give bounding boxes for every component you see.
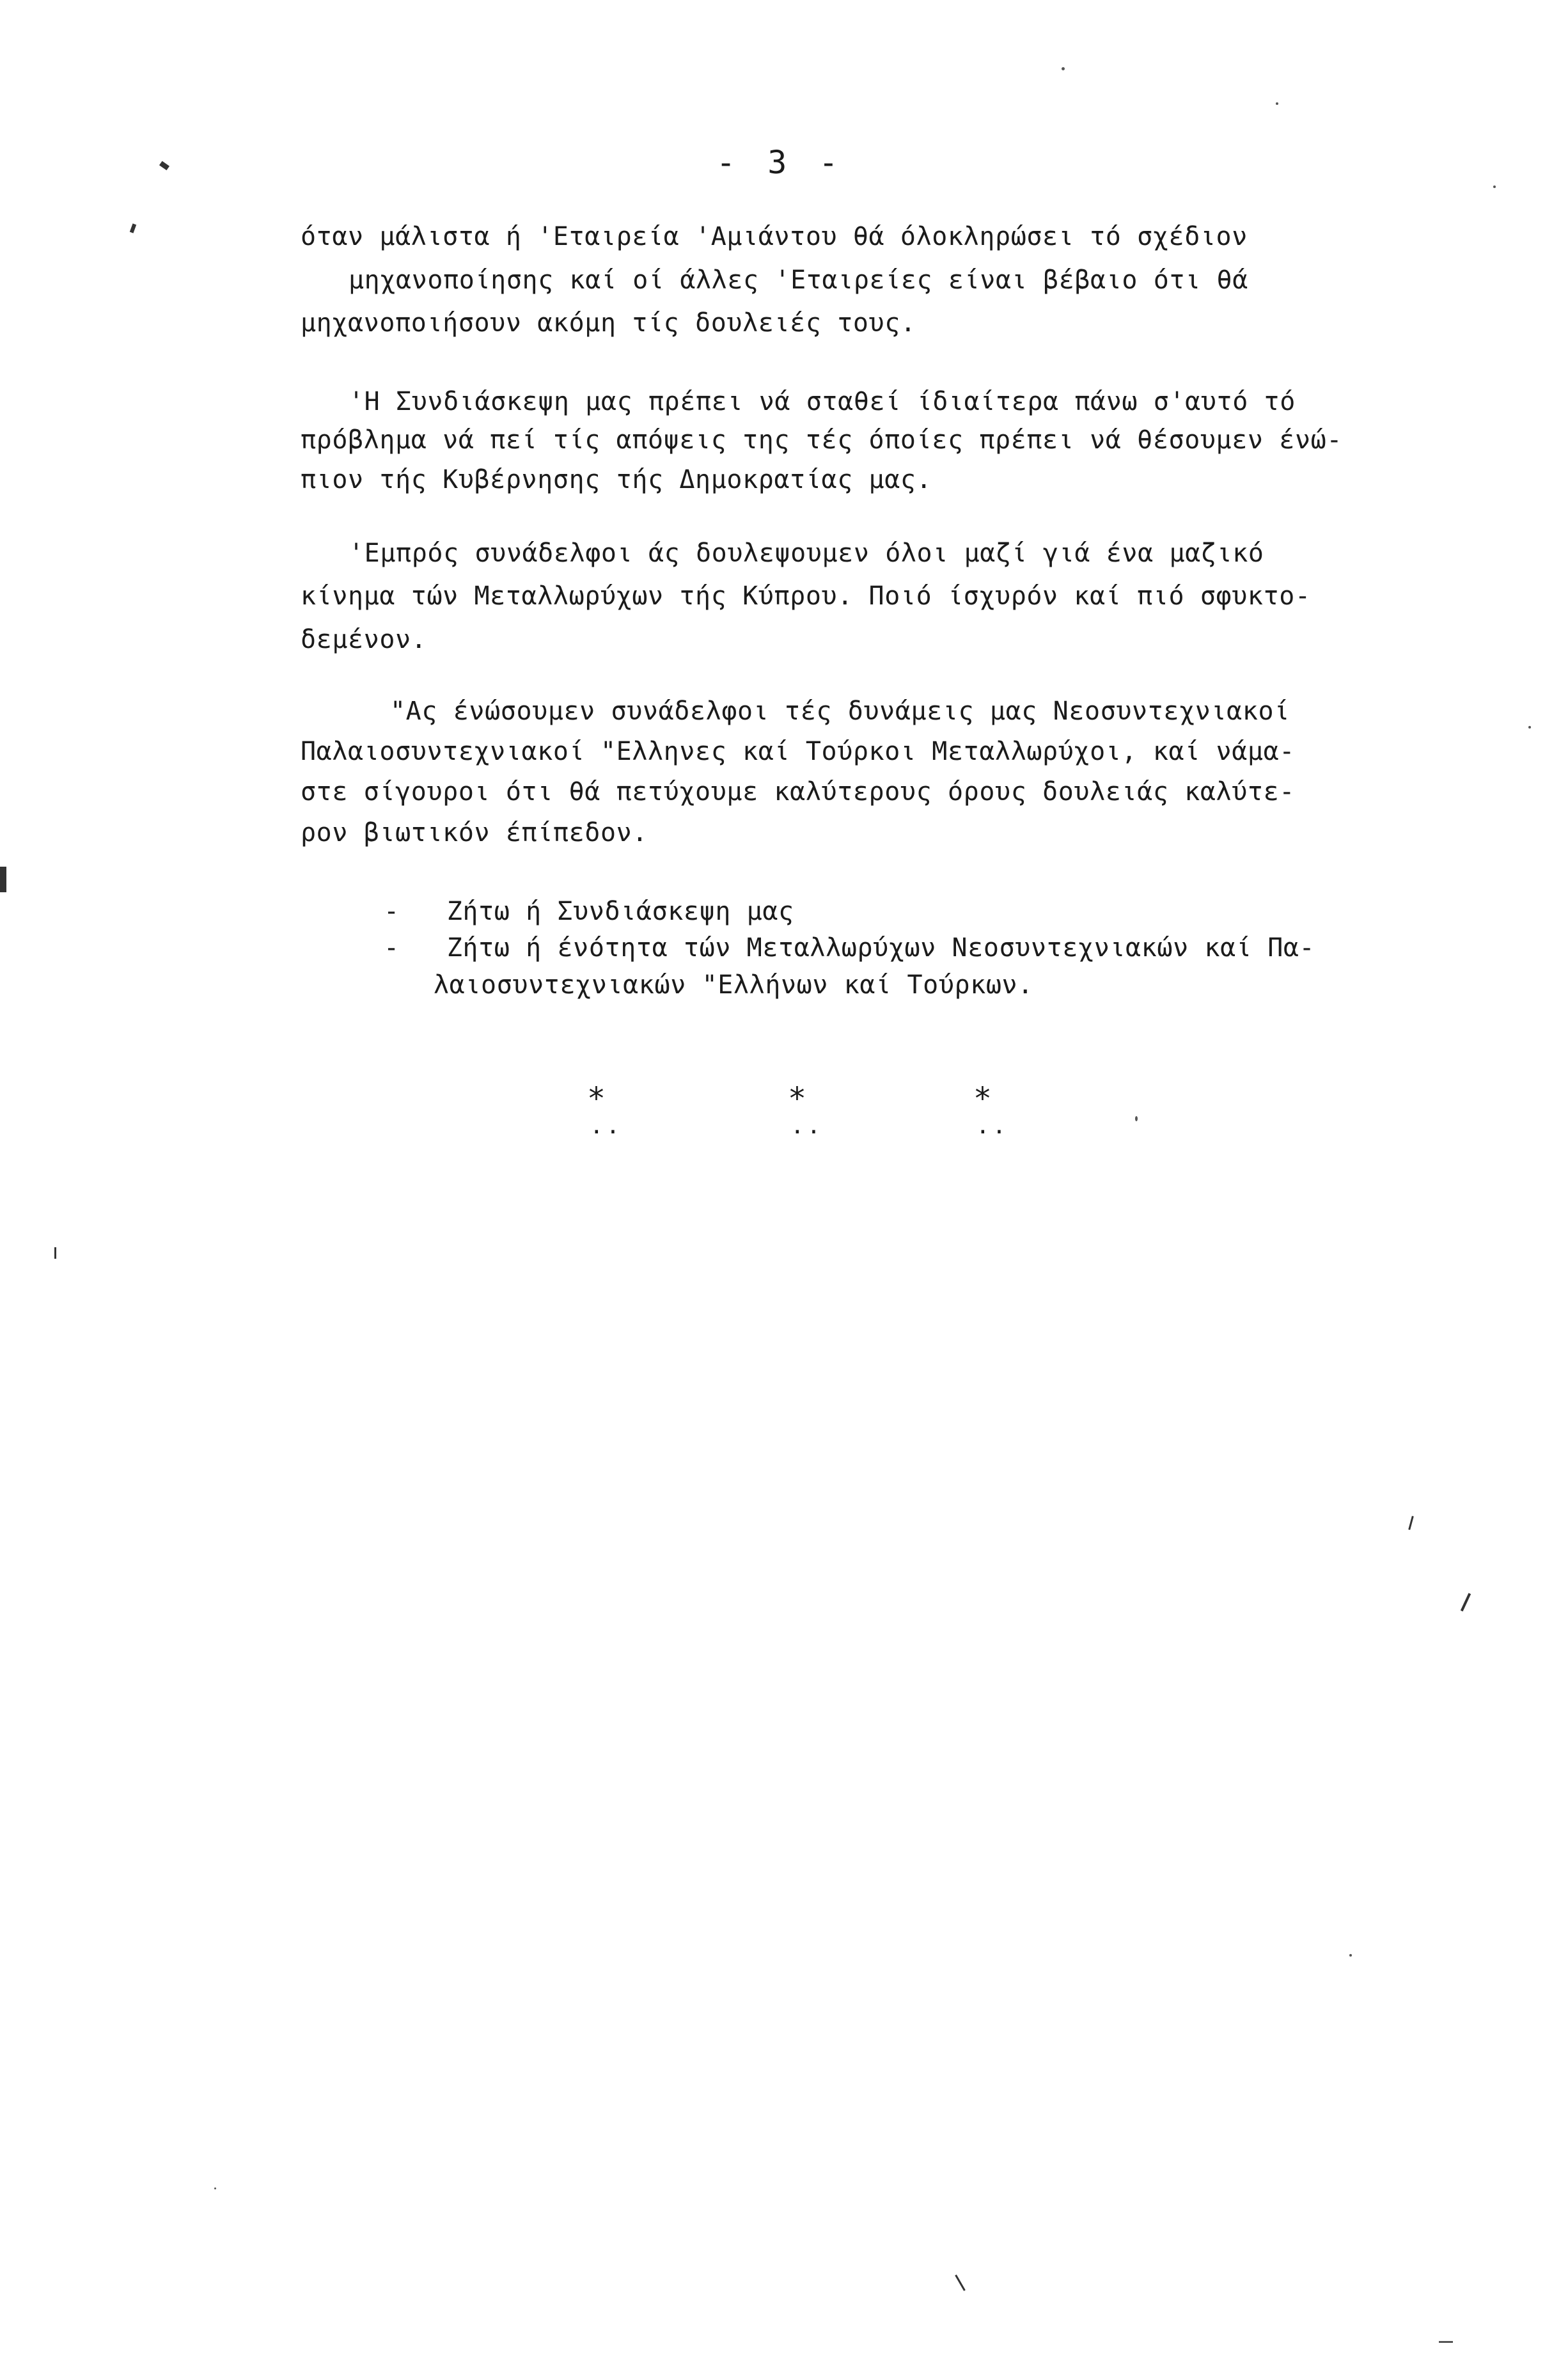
scan-mark: [159, 161, 169, 171]
scan-speck: [1349, 1954, 1352, 1957]
scan-mark: [1408, 1516, 1414, 1530]
separator-dots-1: ..: [590, 1113, 623, 1139]
bullet-line-3: λαιοσυντεχνιακών "Ελλήνων καί Τούρκων.: [434, 970, 1033, 1000]
scan-speck: [1062, 67, 1065, 70]
text-line-4: 'Η Συνδιάσκεψη μας πρέπει νά σταθεί ίδιαίτερα πάνω σ'αυτό τό: [349, 387, 1296, 416]
text-line-3: μηχανοποιήσουν ακόμη τίς δουλειές τους.: [301, 308, 916, 338]
bullet-line-2: - Ζήτω ή ένότητα τών Μεταλλωρύχων Νεοσυντεχνιακών καί Πα-: [384, 933, 1315, 963]
text-line-10: "Ας ένώσουμεν συνάδελφοι τές δυνάμεις μας Νεοσυντεχνιακοί: [390, 697, 1290, 726]
text-line-13: ρον βιωτικόν έπίπεδον.: [301, 818, 648, 847]
scan-speck: [1276, 102, 1278, 105]
text-line-11: Παλαιοσυντεχνιακοί "Ελληνες καί Τούρκοι Μεταλλωρύχοι, καί νάμα-: [301, 737, 1295, 766]
text-line-2: μηχανοποίησης καί οί άλλες 'Εταιρείες είναι βέβαιο ότι θά: [349, 265, 1248, 295]
separator-asterisk-3: *: [973, 1081, 992, 1117]
separator-dots-3: ..: [976, 1113, 1009, 1139]
scan-mark: [1461, 1593, 1471, 1612]
scan-mark: [130, 223, 136, 233]
scan-mark: [54, 1247, 56, 1259]
text-line-9: δεμένον.: [301, 625, 427, 654]
scan-speck: [1528, 726, 1531, 729]
scan-speck: [1493, 185, 1496, 188]
text-line-7: 'Εμπρός συνάδελφοι άς δουλεψουμεν όλοι μαζί γιά ένα μαζικό: [349, 539, 1264, 568]
text-line-1: όταν μάλιστα ή 'Εταιρεία 'Αμιάντου θά όλοκληρώσει τό σχέδιον: [301, 222, 1248, 251]
page-number: - 3 -: [716, 144, 845, 181]
scan-speck: [214, 2187, 216, 2189]
separator-asterisk-2: *: [788, 1081, 806, 1117]
text-line-6: πιον τής Κυβέρνησης τής Δημοκρατίας μας.: [301, 465, 932, 494]
text-line-5: πρόβλημα νά πεί τίς απόψεις της τές όποίες πρέπει νά θέσουμεν ένώ-: [301, 425, 1343, 455]
text-line-8: κίνημα τών Μεταλλωρύχων τής Κύπρου. Ποιό ίσχυρόν καί πιό σφυκτο-: [301, 581, 1311, 611]
text-line-12: στε σίγουροι ότι θά πετύχουμε καλύτερους όρους δουλειάς καλύτε-: [301, 777, 1295, 807]
separator-asterisk-1: *: [587, 1081, 606, 1117]
scan-speck: [1439, 2341, 1453, 2343]
separator-dots-2: ..: [790, 1113, 824, 1139]
bullet-line-1: - Ζήτω ή Συνδιάσκεψη μας: [384, 897, 794, 926]
scan-mark: [0, 867, 6, 892]
scan-mark: [955, 2274, 966, 2291]
scan-speck: [1135, 1116, 1138, 1121]
